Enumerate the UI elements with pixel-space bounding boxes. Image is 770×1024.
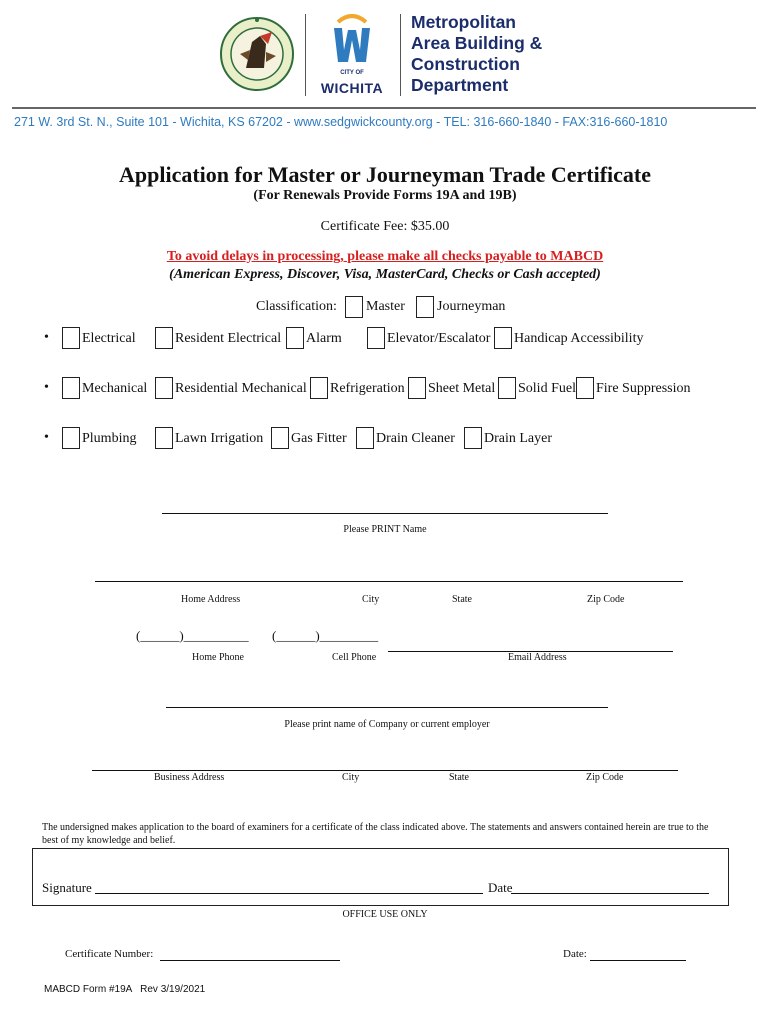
bullet: • — [44, 330, 49, 345]
cell-phone-field[interactable]: (______)_________ — [272, 628, 379, 643]
dept-line-4: Department — [411, 75, 509, 95]
refrigeration-checkbox[interactable] — [310, 377, 328, 399]
email-caption: Email Address — [508, 652, 567, 663]
zip-caption: Zip Code — [587, 594, 625, 605]
business-city-caption: City — [342, 772, 360, 783]
office-date-line[interactable] — [590, 960, 686, 961]
drain-layer-label: Drain Layer — [484, 431, 553, 446]
handicap-accessibility-label: Handicap Accessibility — [514, 331, 644, 346]
page-subtitle: (For Renewals Provide Forms 19A and 19B) — [253, 188, 517, 203]
cell-phone-caption: Cell Phone — [332, 652, 377, 663]
city-of-label: CITY OF — [340, 70, 364, 76]
business-zip-caption: Zip Code — [586, 772, 624, 783]
signature-label: Signature — [42, 880, 92, 895]
dept-line-2: Area Building & — [411, 33, 543, 53]
certificate-number-line[interactable] — [160, 960, 340, 961]
department-name — [411, 12, 542, 96]
wichita-label: WICHITA — [320, 80, 384, 96]
solid-fuel-label: Solid Fuel — [518, 381, 576, 396]
address-bar: 271 W. 3rd St. N., Suite 101 - Wichita, KS 67202 - www.sedgwickcounty.org - TEL: 316-660-1840 - FAX:316-660-1810 — [14, 115, 668, 129]
gas-fitter-checkbox[interactable] — [271, 427, 289, 449]
sheet-metal-checkbox[interactable] — [408, 377, 426, 399]
office-use-heading: OFFICE USE ONLY — [342, 909, 428, 920]
payable-notice: To avoid delays in processing, please make all checks payable to MABCD — [166, 249, 604, 264]
office-date-label: Date: — [563, 948, 587, 960]
signature-box — [32, 848, 729, 906]
master-checkbox[interactable] — [345, 296, 363, 318]
sedgwick-county-seal — [220, 14, 294, 94]
city-of-wichita-logo — [314, 12, 390, 98]
handicap-accessibility-checkbox[interactable] — [494, 327, 512, 349]
home-address-line[interactable] — [95, 581, 683, 582]
bullet: • — [44, 430, 49, 445]
refrigeration-label: Refrigeration — [330, 381, 405, 396]
dept-line-1: Metropolitan — [411, 12, 516, 32]
plumbing-checkbox[interactable] — [62, 427, 80, 449]
page-title: Application for Master or Journeyman Trade Certificate — [119, 162, 651, 187]
elevator-escalator-label: Elevator/Escalator — [387, 331, 491, 346]
journeyman-checkbox[interactable] — [416, 296, 434, 318]
electrical-checkbox[interactable] — [62, 327, 80, 349]
header-divider — [305, 14, 306, 96]
drain-cleaner-label: Drain Cleaner — [376, 431, 455, 446]
company-caption: Please print name of Company or current employer — [284, 719, 490, 730]
signature-line[interactable] — [95, 893, 483, 894]
resident-electrical-checkbox[interactable] — [155, 327, 173, 349]
home-phone-field[interactable]: (______)__________ — [136, 628, 249, 643]
header-divider-2 — [400, 14, 401, 96]
home-phone-caption: Home Phone — [192, 652, 244, 663]
electrical-label: Electrical — [82, 331, 136, 346]
state-caption: State — [452, 594, 472, 605]
city-caption: City — [362, 594, 380, 605]
journeyman-label: Journeyman — [437, 299, 506, 314]
payment-accepted: (American Express, Discover, Visa, MasterCard, Checks or Cash accepted) — [169, 267, 601, 282]
mechanical-checkbox[interactable] — [62, 377, 80, 399]
lawn-irrigation-checkbox[interactable] — [155, 427, 173, 449]
residential-mechanical-label: Residential Mechanical — [175, 381, 307, 396]
drain-cleaner-checkbox[interactable] — [356, 427, 374, 449]
bullet: • — [44, 380, 49, 395]
solid-fuel-checkbox[interactable] — [498, 377, 516, 399]
resident-electrical-label: Resident Electrical — [175, 331, 282, 346]
residential-mechanical-checkbox[interactable] — [155, 377, 173, 399]
signature-date-line[interactable] — [511, 893, 709, 894]
mechanical-label: Mechanical — [82, 381, 148, 396]
company-line[interactable] — [166, 707, 608, 708]
date-label: Date — [488, 880, 513, 895]
certificate-fee: Certificate Fee: $35.00 — [320, 219, 450, 234]
business-address-caption: Business Address — [154, 772, 225, 783]
print-name-line[interactable] — [162, 513, 608, 514]
business-state-caption: State — [449, 772, 469, 783]
gas-fitter-label: Gas Fitter — [291, 431, 347, 446]
plumbing-label: Plumbing — [82, 431, 137, 446]
fire-suppression-label: Fire Suppression — [596, 381, 691, 396]
certificate-number-label: Certificate Number: — [65, 948, 154, 960]
alarm-label: Alarm — [306, 331, 342, 346]
business-address-line[interactable] — [92, 770, 678, 771]
alarm-checkbox[interactable] — [286, 327, 304, 349]
drain-layer-checkbox[interactable] — [464, 427, 482, 449]
home-address-caption: Home Address — [181, 594, 241, 605]
fire-suppression-checkbox[interactable] — [576, 377, 594, 399]
header-rule — [12, 107, 756, 109]
lawn-irrigation-label: Lawn Irrigation — [175, 431, 264, 446]
elevator-escalator-checkbox[interactable] — [367, 327, 385, 349]
attestation-text: The undersigned makes application to the board of examiners for a certificate of the class indicated above. The statements and answers contained herein are true to the best of my knowledge and belief. — [42, 822, 709, 846]
dept-line-3: Construction — [411, 54, 520, 74]
sheet-metal-label: Sheet Metal — [428, 381, 496, 396]
master-label: Master — [366, 299, 405, 314]
print-name-caption: Please PRINT Name — [343, 524, 427, 535]
form-footer: MABCD Form #19A Rev 3/19/2021 — [44, 984, 206, 995]
classification-label: Classification: — [256, 299, 337, 314]
